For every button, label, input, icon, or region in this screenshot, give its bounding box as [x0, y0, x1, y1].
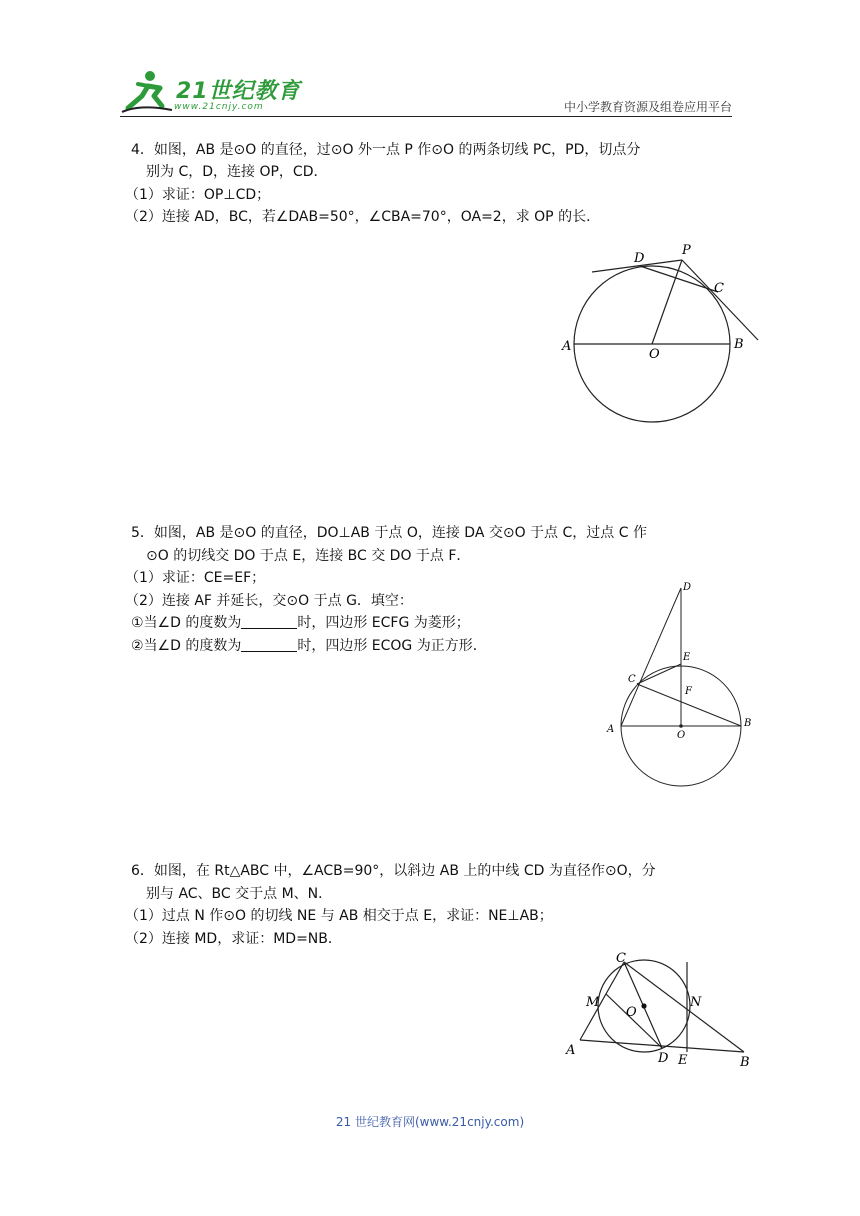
- q6-line2: 别与 AC、BC 交于点 M、N．: [146, 886, 333, 902]
- logo-text: 21世纪教育: [176, 79, 301, 104]
- q6-label-e: E: [678, 1053, 688, 1068]
- q4-part2: （2）连接 AD，BC，若∠DAB=50°，∠CBA=70°，OA=2，求 OP 的长．: [125, 209, 601, 225]
- q6-label-a: A: [566, 1043, 576, 1058]
- q5-part2: （2）连接 AF 并延长，交⊙O 于点 G．填空：: [125, 593, 413, 609]
- logo-url: www.21cnjy.com: [174, 102, 264, 112]
- q6-segment-md: [606, 994, 662, 1048]
- q5-center-dot: [679, 724, 683, 728]
- q6-figure: [560, 948, 760, 1073]
- q4-label-o: O: [649, 347, 660, 362]
- q4-line1: 4．如图，AB 是⊙O 的直径，过⊙O 外一点 P 作⊙O 的两条切线 PC，PD，切点分: [131, 142, 641, 158]
- q6-part2: （2）连接 MD，求证：MD=NB．: [125, 931, 342, 947]
- q5-line2: ⊙O 的切线交 DO 于点 E，连接 BC 交 DO 于点 F．: [146, 548, 471, 564]
- q5-fill2-prefix: ②当∠D 的度数为: [131, 638, 242, 654]
- q5-figure: [604, 580, 754, 790]
- header-divider: [120, 116, 732, 117]
- q5-part1: （1）求证：CE=EF；: [125, 570, 266, 586]
- q4-label-a: A: [562, 339, 572, 354]
- q5-label-e: E: [683, 652, 691, 663]
- q5-label-a: A: [607, 724, 615, 735]
- q4-label-p: P: [682, 243, 691, 258]
- q5-fill2-blank[interactable]: [241, 637, 297, 652]
- q6-label-b: B: [740, 1055, 750, 1070]
- q5-fill2-suffix: 时，四边形 ECOG 为正方形．: [297, 638, 487, 654]
- q6-part1: （1）过点 N 作⊙O 的切线 NE 与 AB 相交于点 E，求证：NE⊥AB；: [125, 908, 553, 924]
- q6-label-o: O: [626, 1005, 637, 1020]
- q5-label-d: D: [683, 582, 692, 593]
- q5-label-c: C: [628, 674, 636, 685]
- q4-tangent-pc: [682, 260, 758, 340]
- q5-line1: 5．如图，AB 是⊙O 的直径，DO⊥AB 于点 O，连接 DA 交⊙O 于点 C，过点 C 作: [131, 525, 647, 541]
- q6-center-dot: [641, 1003, 646, 1008]
- q5-label-b: B: [744, 718, 752, 729]
- runner-logo-icon: [120, 66, 176, 114]
- q4-line2: 别为 C，D，连接 OP，CD．: [146, 164, 328, 180]
- q5-fill1-prefix: ①当∠D 的度数为: [131, 615, 242, 631]
- q6-label-n: N: [690, 995, 702, 1010]
- q4-label-c: C: [714, 281, 724, 296]
- platform-name: 中小学教育资源及组卷应用平台: [563, 100, 732, 114]
- q6-label-c: C: [616, 951, 626, 966]
- logo: [120, 66, 320, 114]
- q6-label-m: M: [586, 995, 600, 1010]
- q5-fill2: [131, 635, 487, 657]
- page-footer: 21 世纪教育网(www.21cnjy.com): [335, 1115, 525, 1129]
- q4-segment-op: [652, 260, 682, 344]
- q4-label-d: D: [634, 251, 645, 266]
- q6-label-d: D: [658, 1051, 669, 1066]
- q4-label-b: B: [734, 337, 744, 352]
- q5-label-f: F: [685, 686, 692, 697]
- q5-fill1: [131, 612, 470, 634]
- q5-fill1-blank[interactable]: [241, 614, 297, 629]
- q4-figure: [560, 240, 770, 430]
- q5-segment-da: [621, 588, 681, 726]
- q6-line1: 6．如图，在 Rt△ABC 中，∠ACB=90°，以斜边 AB 上的中线 CD 为直径作⊙O，分: [131, 863, 656, 879]
- q5-fill1-suffix: 时，四边形 ECFG 为菱形；: [297, 615, 470, 631]
- q4-part1: （1）求证：OP⊥CD；: [125, 187, 271, 203]
- q5-label-o: O: [677, 730, 686, 741]
- page-header: [120, 62, 732, 118]
